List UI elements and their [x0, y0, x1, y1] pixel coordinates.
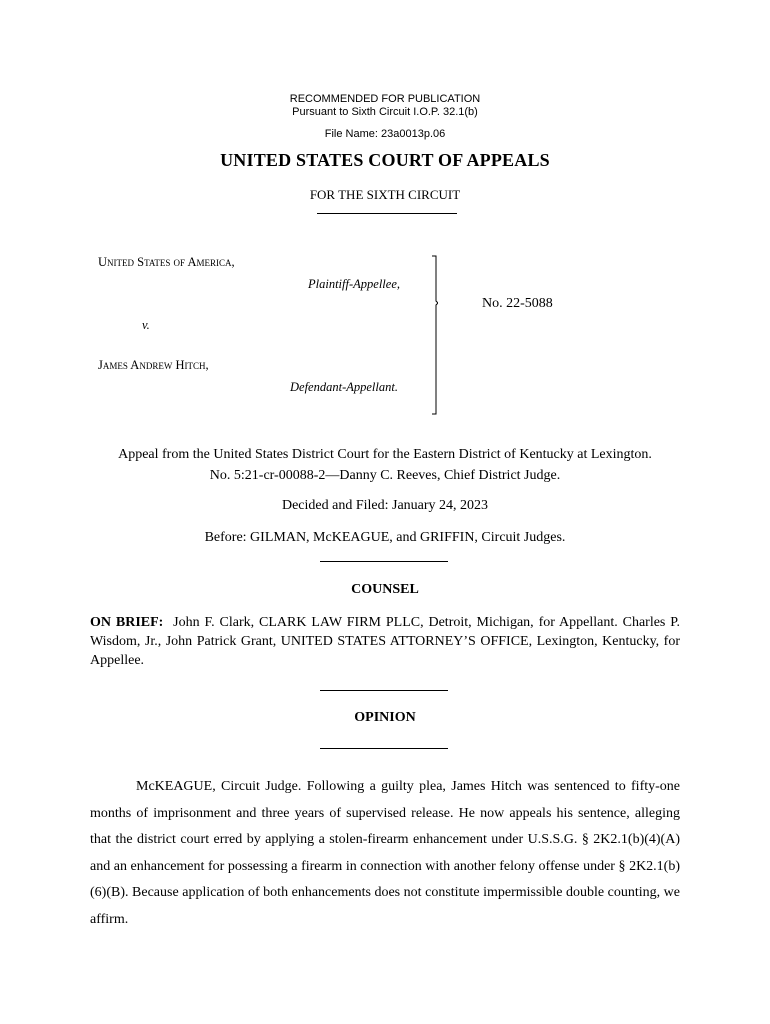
court-title: UNITED STATES COURT OF APPEALS	[220, 150, 550, 170]
plaintiff-role: Plaintiff-Appellee,	[308, 277, 400, 291]
on-brief-label: ON BRIEF:	[90, 615, 164, 630]
opinion-body	[90, 774, 680, 933]
defendant-name: James Andrew Hitch,	[98, 358, 209, 372]
versus: v.	[142, 318, 150, 332]
opinion-paragraph: McKEAGUE, Circuit Judge. Following a guilty plea, James Hitch was sentenced to fifty-one months of imprisonment and three years of supervised release. He now appeals his sentence, alleging that the district court erred by applying a stolen-firearm enhancement under U.S.S.G. § 2K2.1(b)(4)(A) and an enhancement for possessing a firearm in connection with another felony offense under § 2K2.1(b)(6)(B). Because application of both enhancements does not constitute impermissible double counting, we affirm.	[90, 779, 680, 927]
appeal-line-2: No. 5:21-cr-00088-2—Danny C. Reeves, Chief District Judge.	[209, 468, 561, 483]
counsel-text	[90, 613, 680, 670]
panel-judges: Before: GILMAN, McKEAGUE, and GRIFFIN, Circuit Judges.	[204, 530, 566, 545]
publication-notice: RECOMMENDED FOR PUBLICATION	[289, 93, 481, 105]
file-name: File Name: 23a0013p.06	[324, 128, 446, 140]
header-divider	[317, 213, 457, 214]
opinion-divider-top	[320, 690, 448, 691]
decided-date: Decided and Filed: January 24, 2023	[281, 498, 489, 513]
opinion-divider-bottom	[320, 748, 448, 749]
appeal-line-1: Appeal from the United States District Court for the Eastern District of Kentucky at Lexington.	[118, 447, 652, 462]
pursuant-notice: Pursuant to Sixth Circuit I.O.P. 32.1(b)	[292, 106, 478, 118]
defendant-role: Defendant-Appellant.	[290, 380, 398, 394]
plaintiff-name: United States of America,	[98, 255, 235, 269]
counsel-heading: COUNSEL	[351, 582, 419, 597]
circuit-name: FOR THE SIXTH CIRCUIT	[309, 187, 461, 202]
counsel-divider	[320, 561, 448, 562]
counsel-body: John F. Clark, CLARK LAW FIRM PLLC, Detroit, Michigan, for Appellant. Charles P. Wisdom, Jr., John Patrick Grant, UNITED STATES ATTORNEY’S OFFICE, Lexington, Kentucky, for Appellee.	[90, 615, 680, 668]
caption-bracket	[432, 255, 438, 415]
opinion-heading: OPINION	[354, 710, 416, 725]
case-number: No. 22-5088	[482, 296, 553, 311]
